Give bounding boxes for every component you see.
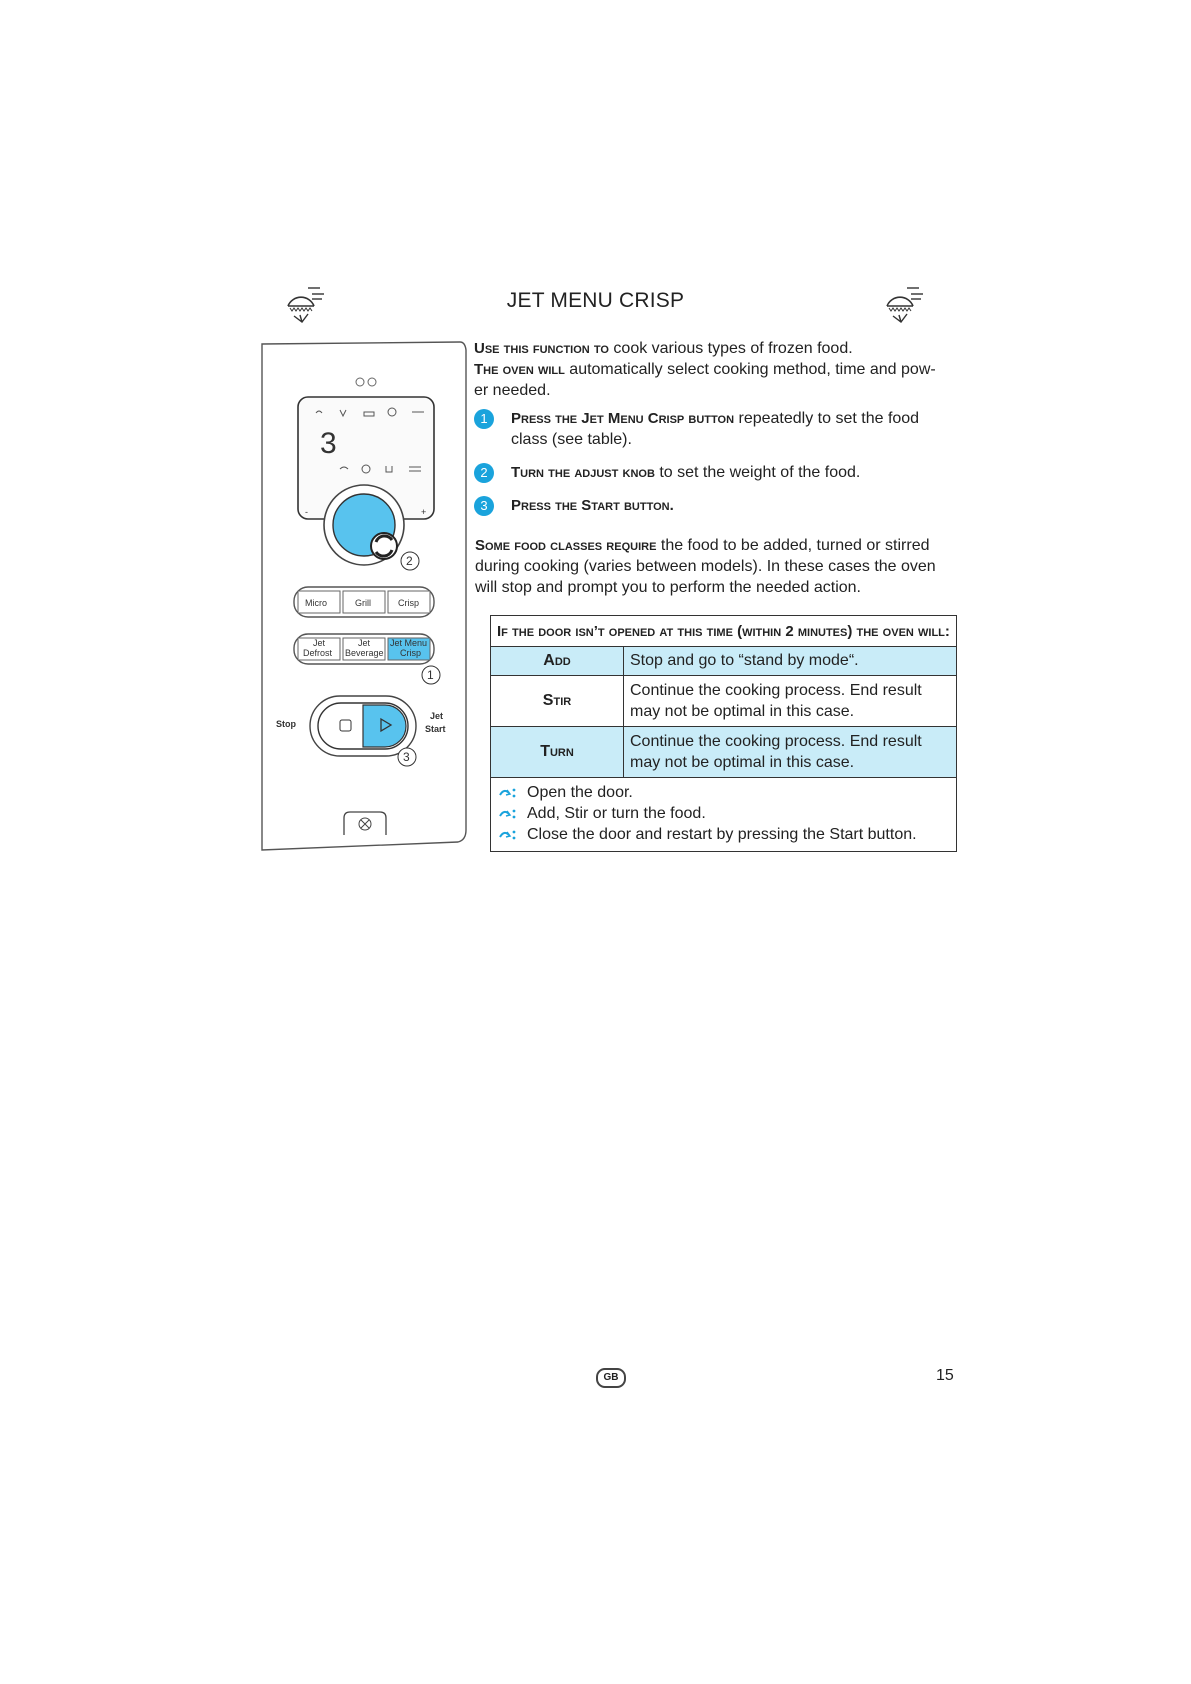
intro-text-2: automatically select cooking method, time and pow-er needed. <box>474 361 936 399</box>
arrow-icon <box>499 829 517 841</box>
step-1 <box>474 408 954 452</box>
step-lead: Press the Start button. <box>511 497 674 514</box>
door-action-table <box>490 615 957 852</box>
table-row <box>491 647 957 676</box>
jet-defrost-label-2: Defrost <box>303 648 333 658</box>
action-item <box>499 824 948 845</box>
callout-number: 2 <box>406 554 413 568</box>
step-number: 3 <box>474 496 494 516</box>
table-row <box>491 676 957 727</box>
table-row <box>491 727 957 778</box>
row-label: Stir <box>491 676 624 727</box>
action-text: Open the door. <box>527 784 633 801</box>
step-number: 2 <box>474 463 494 483</box>
language-badge: GB <box>596 1368 626 1388</box>
arrow-icon <box>499 808 517 820</box>
jet-menu-crisp-label-1: Jet Menu <box>390 638 428 648</box>
minus-label: - <box>305 507 308 517</box>
arrow-icon <box>499 787 517 799</box>
row-text: Stop and go to “stand by mode“. <box>624 647 957 676</box>
jet-start-button[interactable] <box>363 705 406 747</box>
callout-number: 1 <box>427 668 434 682</box>
action-item <box>499 803 948 824</box>
stop-label: Stop <box>276 719 296 729</box>
jet-menu-crisp-label-2: Crisp <box>400 648 422 658</box>
jet-beverage-label-1: Jet <box>358 638 371 648</box>
step-lead: Turn the adjust knob <box>511 464 655 481</box>
display-digit: 3 <box>320 427 337 460</box>
jet-defrost-label-1: Jet <box>313 638 326 648</box>
para-text: the food to be added, turned or stirred during cooking (varies between models). In these cases the oven will stop and prompt you to perform the needed action. <box>475 537 936 596</box>
intro-lead-2: The oven will <box>474 361 565 378</box>
action-text: Close the door and restart by pressing the Start button. <box>527 826 917 843</box>
para-lead: Some food classes require <box>475 537 657 554</box>
jet-start-label-1: Jet <box>430 711 444 721</box>
intro-text <box>474 338 944 401</box>
plus-label: + <box>421 507 427 517</box>
step-lead: Press the Jet Menu Crisp button <box>511 410 735 427</box>
step-3 <box>474 495 954 517</box>
action-item <box>499 782 948 803</box>
step-text: to set the weight of the food. <box>654 464 861 481</box>
step-number: 1 <box>474 409 494 429</box>
row-text: Continue the cooking process. End result may not be optimal in this case. <box>624 727 957 778</box>
row-label: Add <box>491 647 624 676</box>
control-panel-illustration <box>260 340 470 860</box>
callout-number: 3 <box>403 750 410 764</box>
action-text: Add, Stir or turn the food. <box>527 805 706 822</box>
page-title: JET MENU CRISP <box>506 289 685 312</box>
page-number: 15 <box>936 1367 954 1384</box>
grill-label: Grill <box>355 598 371 608</box>
intro-lead-1: Use this function to <box>474 340 609 357</box>
jet-start-label-2: Start <box>425 724 446 734</box>
crisp-label: Crisp <box>398 598 420 608</box>
table-header: If the door isn’t opened at this time (within 2 minutes) the oven will: <box>491 616 957 647</box>
actions-cell <box>491 778 957 852</box>
step-2 <box>474 462 954 484</box>
intro-text-1: cook various types of frozen food. <box>608 340 853 357</box>
table-row <box>491 778 957 852</box>
jet-beverage-label-2: Beverage <box>345 648 384 658</box>
food-classes-paragraph <box>475 535 945 598</box>
row-label: Turn <box>491 727 624 778</box>
rotate-icon <box>371 533 397 559</box>
row-text: Continue the cooking process. End result may not be optimal in this case. <box>624 676 957 727</box>
step-text: repeatedly to set the food class (see table). <box>511 410 920 448</box>
micro-label: Micro <box>305 598 327 608</box>
